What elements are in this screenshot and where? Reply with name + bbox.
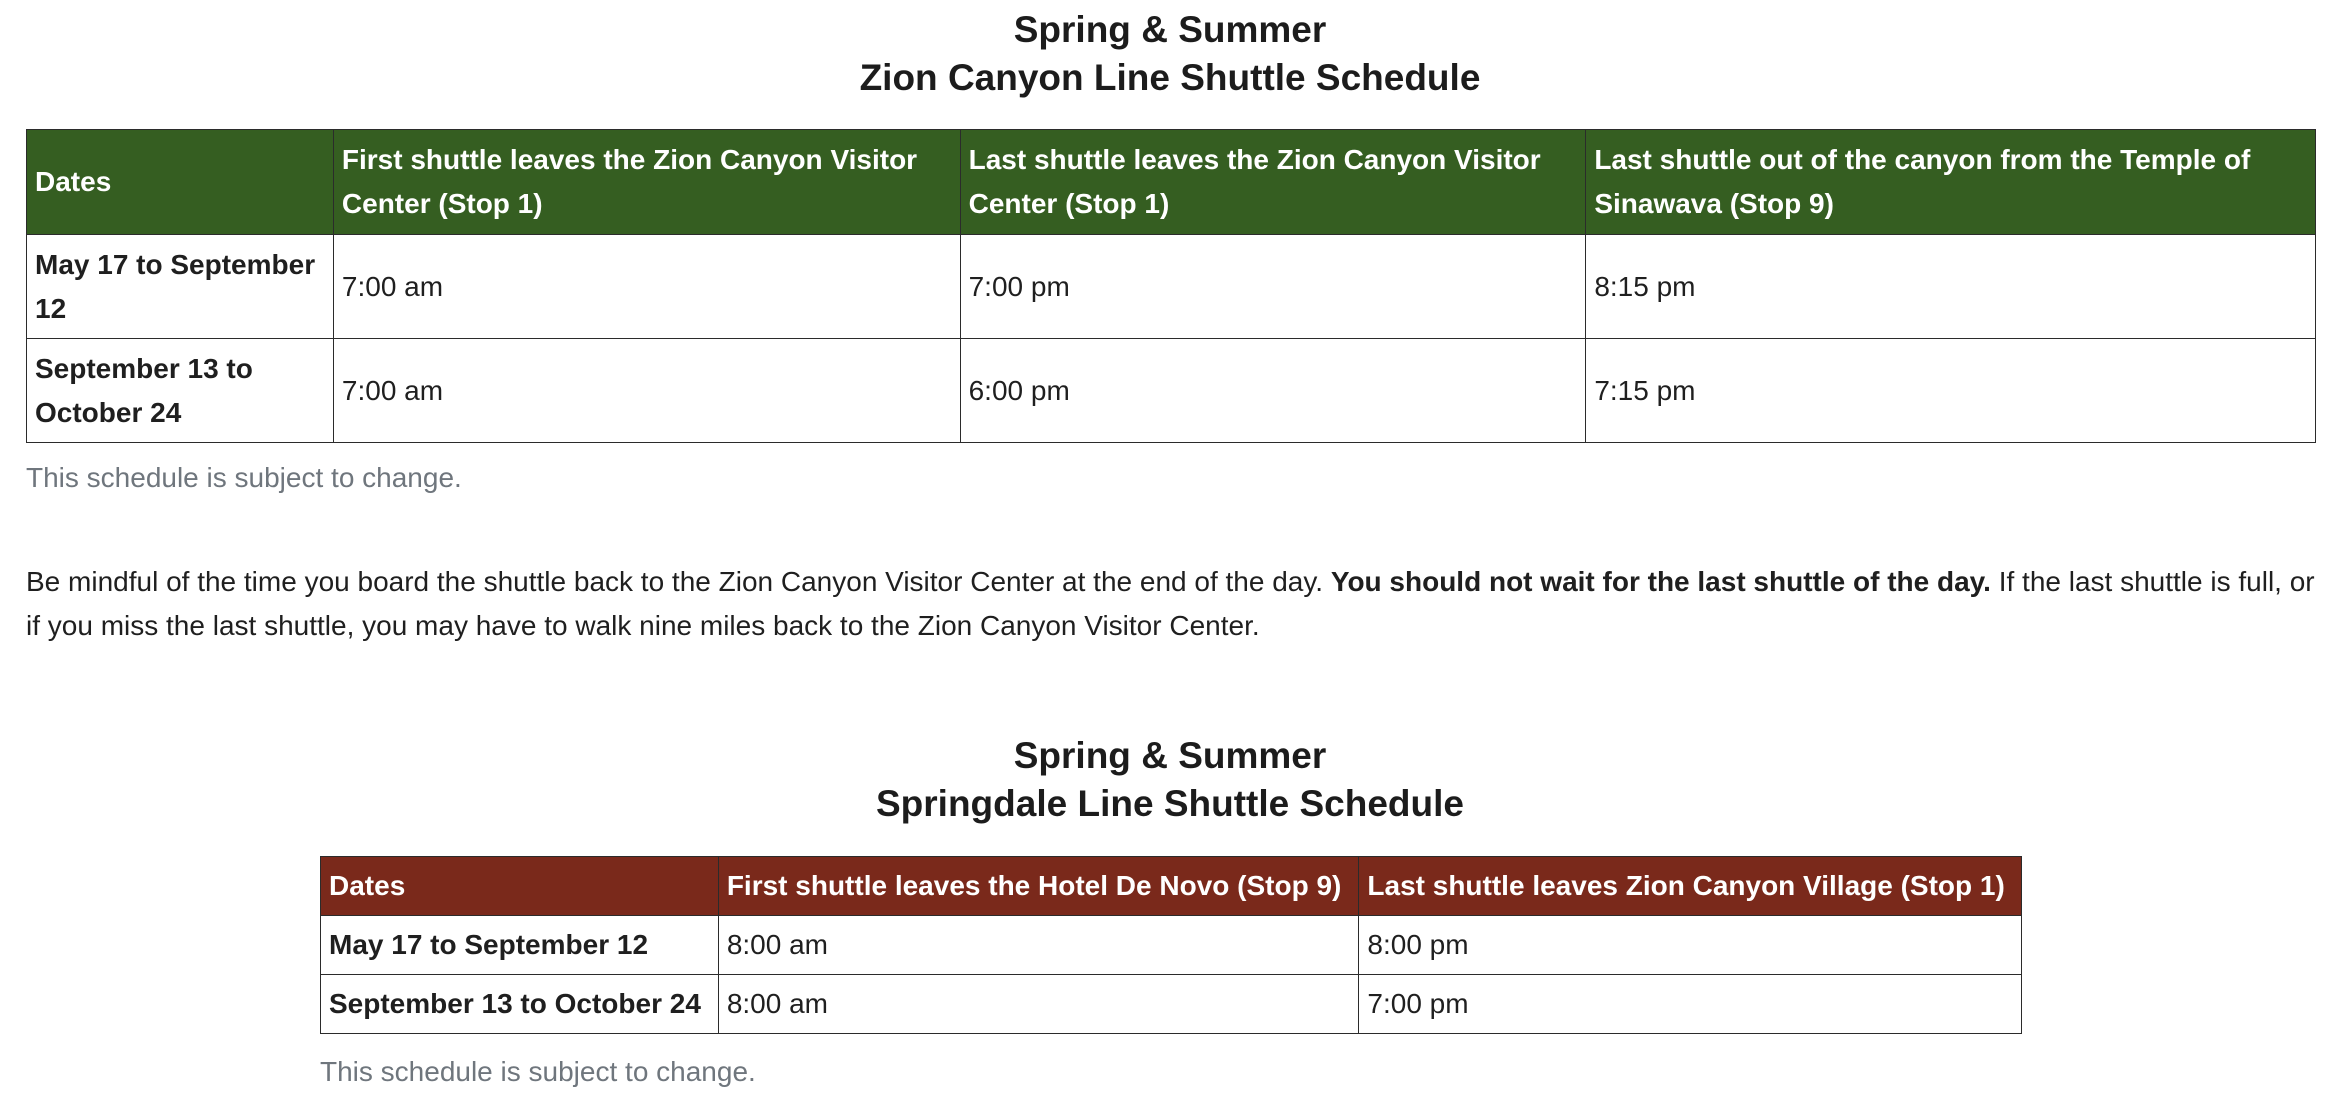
- header-last-shuttle: Last shuttle leaves Zion Canyon Village (Stop 1): [1359, 857, 2022, 916]
- warning-text-before: Be mindful of the time you board the shuttle back to the Zion Canyon Visitor Center at the end of the day.: [26, 566, 1331, 597]
- springdale-schedule-table: [320, 856, 2022, 1034]
- springdale-title-line2: Springdale Line Shuttle Schedule: [876, 783, 1464, 824]
- table-row: [27, 339, 2316, 443]
- springdale-title: [0, 732, 2330, 828]
- warning-text-bold: You should not wait for the last shuttle of the day.: [1330, 566, 1991, 597]
- row-dates: September 13 to October 24: [321, 975, 719, 1034]
- table-row: [321, 916, 2022, 975]
- table-row: [321, 975, 2022, 1034]
- springdale-schedule-note: This schedule is subject to change.: [320, 1056, 756, 1087]
- table-row: [27, 235, 2316, 339]
- header-first-shuttle: First shuttle leaves the Hotel De Novo (Stop 9): [718, 857, 1359, 916]
- zion-canyon-title: [0, 6, 2330, 102]
- zion-canyon-title-line1: Spring & Summer: [1013, 9, 1327, 50]
- row-dates: May 17 to September 12: [27, 235, 334, 339]
- row-first-shuttle: 7:00 am: [333, 235, 960, 339]
- header-dates: Dates: [321, 857, 719, 916]
- zion-canyon-schedule-note: This schedule is subject to change.: [26, 462, 462, 493]
- table-header-row: [27, 130, 2316, 235]
- header-first-shuttle: First shuttle leaves the Zion Canyon Visitor Center (Stop 1): [333, 130, 960, 235]
- warning-text-after: If the last shuttle is full, or if you miss the last shuttle, you may have to walk nine miles back to the Zion Canyon Visitor Center.: [26, 566, 2315, 641]
- table-header-row: [321, 857, 2022, 916]
- row-first-shuttle: 7:00 am: [333, 339, 960, 443]
- zion-canyon-title-line2: Zion Canyon Line Shuttle Schedule: [859, 57, 1481, 98]
- header-dates: Dates: [27, 130, 334, 235]
- row-last-shuttle: 7:00 pm: [960, 235, 1586, 339]
- row-dates: May 17 to September 12: [321, 916, 719, 975]
- row-last-out-of-canyon: 8:15 pm: [1586, 235, 2316, 339]
- row-last-shuttle: 8:00 pm: [1359, 916, 2022, 975]
- row-dates: September 13 to October 24: [27, 339, 334, 443]
- header-last-shuttle: Last shuttle leaves the Zion Canyon Visitor Center (Stop 1): [960, 130, 1586, 235]
- springdale-title-line1: Spring & Summer: [1013, 735, 1327, 776]
- row-first-shuttle: 8:00 am: [718, 916, 1359, 975]
- row-last-shuttle: 6:00 pm: [960, 339, 1586, 443]
- last-shuttle-warning: [26, 560, 2326, 648]
- row-last-shuttle: 7:00 pm: [1359, 975, 2022, 1034]
- header-last-out-of-canyon: Last shuttle out of the canyon from the Temple of Sinawava (Stop 9): [1586, 130, 2316, 235]
- row-last-out-of-canyon: 7:15 pm: [1586, 339, 2316, 443]
- zion-canyon-schedule-table: [26, 129, 2316, 443]
- row-first-shuttle: 8:00 am: [718, 975, 1359, 1034]
